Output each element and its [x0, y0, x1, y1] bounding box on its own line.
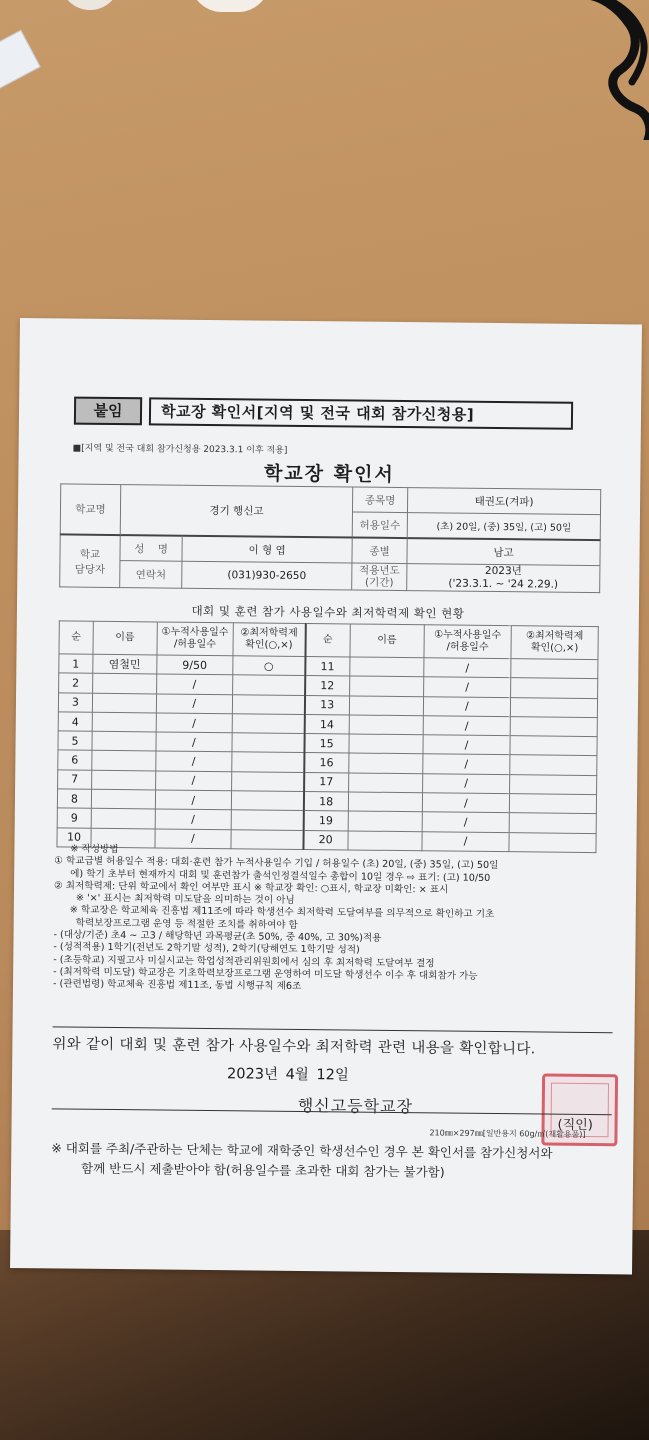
row-days: / — [156, 713, 233, 733]
phone-label: 연락처 — [120, 561, 182, 589]
col-days-line2: /허용일수 — [173, 638, 216, 651]
row-name: 염철민 — [93, 654, 157, 674]
row-days: / — [155, 751, 232, 771]
school-value: 경기 행신고 — [120, 485, 353, 538]
row-check — [509, 774, 596, 794]
row-check — [231, 810, 303, 830]
col-min-right — [511, 626, 598, 660]
row-check: ○ — [233, 656, 305, 676]
row-no: 15 — [304, 734, 349, 754]
note-line: 에) 학기 초부터 현재까지 대회 및 훈련참가 출석인정결석일수 총합이 10일 경우 ⇨ 표기: (고) 10/50 — [70, 868, 491, 884]
col-days-right-line2: /허용일수 — [446, 641, 489, 653]
contact-group-label-line1: 학교 — [79, 548, 101, 561]
row-name — [348, 792, 422, 812]
row-days: 9/50 — [156, 655, 233, 675]
note-line: - (대상/기준) 초4 ~ 고3 / 해당학년 과목평균(초 50%, 중 40%, 고 30%)적용 — [53, 929, 382, 944]
note-line: ※ '×' 표시는 최저학력 미도달을 의미하는 것이 아님 — [75, 892, 295, 907]
period-value-line1: 2023년 — [484, 564, 522, 578]
row-no: 19 — [303, 811, 348, 831]
row-name — [92, 770, 156, 790]
row-days: / — [155, 790, 232, 810]
row-check — [231, 791, 303, 811]
col-days-right-line1: ①누적사용일수 — [434, 629, 502, 642]
col-no-right: 순 — [305, 624, 350, 657]
row-no: 13 — [304, 695, 349, 715]
usage-table — [56, 620, 598, 853]
note-line: - (성적적용) 1학기(전년도 2학기말 성적), 2학기(당해연도 1학기말 성적) — [53, 941, 360, 956]
row-check — [509, 794, 596, 814]
row-check — [232, 694, 304, 714]
row-days: / — [423, 774, 510, 794]
note-line: ※ 학교장은 학교체육 진흥법 제11조에 따라 학생선수 최저학력 도달여부를 의무적으로 확인하고 기초 — [69, 905, 495, 921]
stamp-label: (직인) — [557, 1117, 593, 1134]
row-no: 4 — [58, 712, 92, 732]
row-no: 10 — [57, 828, 91, 848]
period-label — [352, 563, 407, 591]
row-name — [349, 696, 423, 716]
row-name — [349, 715, 423, 735]
section-title: 대회 및 훈련 참가 사용일수와 최저학력제 확인 현황 — [191, 603, 465, 621]
col-name: 이름 — [93, 621, 157, 655]
col-name-right: 이름 — [350, 624, 425, 658]
name-label: 성 명 — [120, 535, 182, 561]
row-days: / — [423, 696, 510, 716]
row-no: 12 — [305, 676, 350, 696]
row-check — [233, 675, 305, 695]
col-min-line1: ②최저학력제 — [240, 627, 298, 639]
row-days: / — [156, 674, 233, 694]
school-label: 학교명 — [60, 484, 121, 535]
period-value-line2: ('23.3.1. ~ '24 2.29.) — [448, 577, 559, 591]
col-min-right-line1: ②최저학력제 — [525, 630, 584, 642]
row-name — [349, 657, 423, 677]
usage-table-body — [57, 654, 598, 853]
allowed-days-label: 허용일수 — [352, 512, 407, 538]
contact-group-label — [60, 534, 121, 587]
date-year: 2023년 — [227, 1066, 279, 1083]
col-min-line2: 확인(○,×) — [245, 639, 293, 651]
row-name — [348, 811, 422, 831]
row-check — [510, 697, 597, 717]
row-name — [92, 751, 156, 771]
principal-signature: 행신고등학교장 — [297, 1095, 414, 1117]
note-line: ※ 작성방법 — [70, 843, 119, 856]
row-no: 9 — [57, 808, 91, 828]
row-check — [232, 733, 304, 753]
row-days: / — [155, 771, 232, 791]
row-days: / — [155, 809, 232, 829]
row-days: / — [423, 735, 510, 755]
note-line: - (최저학력 미도달) 학교장은 기초학력보장프로그램 운영하여 미도달 학생선수 이수 후 대회참가 가능 — [53, 966, 478, 982]
school-info-table — [59, 483, 601, 593]
row-check — [232, 772, 304, 792]
row-days: / — [422, 831, 509, 851]
period-label-line2: (기간) — [364, 576, 394, 589]
row-no: 6 — [58, 750, 92, 770]
row-check — [511, 678, 598, 698]
row-check — [511, 659, 598, 679]
row-name — [92, 731, 156, 751]
gender-label: 종별 — [352, 537, 407, 563]
event-value: 태권도(겨파) — [407, 488, 600, 515]
col-days — [157, 622, 234, 656]
row-no: 14 — [304, 714, 349, 734]
row-days: / — [424, 677, 511, 697]
paper-spec: 210㎜×297㎜[일반용지 60g/㎡(재활용품)] — [429, 1128, 586, 1139]
gender-value: 남고 — [407, 538, 600, 566]
row-check — [232, 714, 304, 734]
bottom-note-line2: 함께 반드시 제출받아야 함(허용일수를 초과한 대회 참가는 불가함) — [81, 1160, 445, 1180]
row-name — [93, 674, 157, 694]
note-line: - (관련법령) 학교체육 진흥법 제11조, 동법 시행규칙 제6조 — [52, 978, 302, 993]
date-month: 4월 — [285, 1066, 309, 1084]
confirmation-date — [227, 1062, 349, 1084]
form-version-note: ■[지역 및 전국 대회 참가신청용 2023.3.1 이후 적용] — [72, 443, 288, 456]
row-no: 1 — [59, 654, 93, 674]
allowed-days-value: (초) 20일, (중) 35일, (고) 50일 — [407, 513, 600, 541]
bottom-notice — [51, 1138, 621, 1184]
name-value: 이 형 엽 — [182, 536, 352, 563]
phone-value: (031)930-2650 — [182, 561, 352, 590]
period-value — [407, 564, 600, 593]
row-days: / — [422, 793, 509, 813]
note-line: ② 최저학력제: 단위 학교에서 확인 여부만 표시 ※ 학교장 확인: ○표시, 학교장 미확인: × 표시 — [53, 880, 449, 896]
attachment-badge: 붙임 — [74, 397, 142, 426]
header-title: 학교장 확인서[지역 및 전국 대회 참가신청용] — [149, 397, 573, 429]
row-name — [348, 773, 422, 793]
document-sheet — [10, 318, 642, 1274]
row-check — [510, 717, 597, 737]
col-days-line1: ①누적사용일수 — [161, 626, 229, 639]
col-min-right-line2: 확인(○,×) — [530, 642, 579, 654]
row-name — [92, 712, 156, 732]
period-label-line1: 적용년도 — [359, 564, 400, 577]
row-no: 17 — [304, 772, 349, 792]
col-min — [233, 623, 305, 657]
row-days: / — [424, 658, 511, 678]
bottom-note-line1: ※ 대회를 주최/주관하는 단체는 학교에 재학중인 학생선수인 경우 본 확인서를 참가신청서와 — [51, 1140, 553, 1161]
row-no: 8 — [57, 789, 91, 809]
row-days: / — [155, 829, 232, 849]
document-title: 학교장 확인서 — [263, 462, 395, 486]
row-name — [91, 809, 155, 829]
divider-line — [53, 1026, 613, 1033]
row-name — [92, 693, 156, 713]
row-no: 11 — [305, 657, 350, 677]
row-check — [510, 755, 597, 775]
row-no: 16 — [304, 753, 349, 773]
writing-instructions — [53, 843, 615, 996]
row-no: 3 — [58, 693, 92, 713]
row-no: 5 — [58, 731, 92, 751]
row-check — [232, 752, 304, 772]
row-name — [91, 789, 155, 809]
row-no: 2 — [59, 673, 93, 693]
row-no: 7 — [58, 770, 92, 790]
row-days: / — [156, 694, 233, 714]
col-days-right — [424, 625, 511, 659]
col-no: 순 — [59, 621, 93, 654]
row-days: / — [422, 812, 509, 832]
phone-cord-icon — [560, 0, 649, 140]
note-line: ① 학교급별 허용일수 적용: 대회·훈련 참가 누적사용일수 기입 / 허용일수 (초) 20일, (중) 35일, (고) 50일 — [54, 855, 499, 872]
contact-group-label-line2: 담당자 — [74, 563, 106, 576]
row-days: / — [423, 754, 510, 774]
note-line: 학력보장프로그램 운영 등 적절한 조치를 취하여야 함 — [75, 917, 298, 931]
confirmation-statement: 위와 같이 대회 및 훈련 참가 사용일수와 최저학력 관련 내용을 확인합니다. — [52, 1036, 536, 1058]
date-day: 12일 — [316, 1067, 350, 1084]
row-check — [509, 813, 596, 833]
row-no: 20 — [303, 830, 348, 850]
row-days: / — [156, 732, 233, 752]
row-check — [510, 736, 597, 756]
row-name — [349, 676, 423, 696]
row-days: / — [423, 716, 510, 736]
note-line: - (초등학교) 지필고사 미실시교는 학업성적관리위원회에서 심의 후 최저학력 도달여부 결정 — [53, 954, 435, 970]
row-no: 18 — [303, 792, 348, 812]
event-label: 종목명 — [352, 487, 407, 513]
row-name — [348, 753, 422, 773]
row-name — [349, 734, 423, 754]
